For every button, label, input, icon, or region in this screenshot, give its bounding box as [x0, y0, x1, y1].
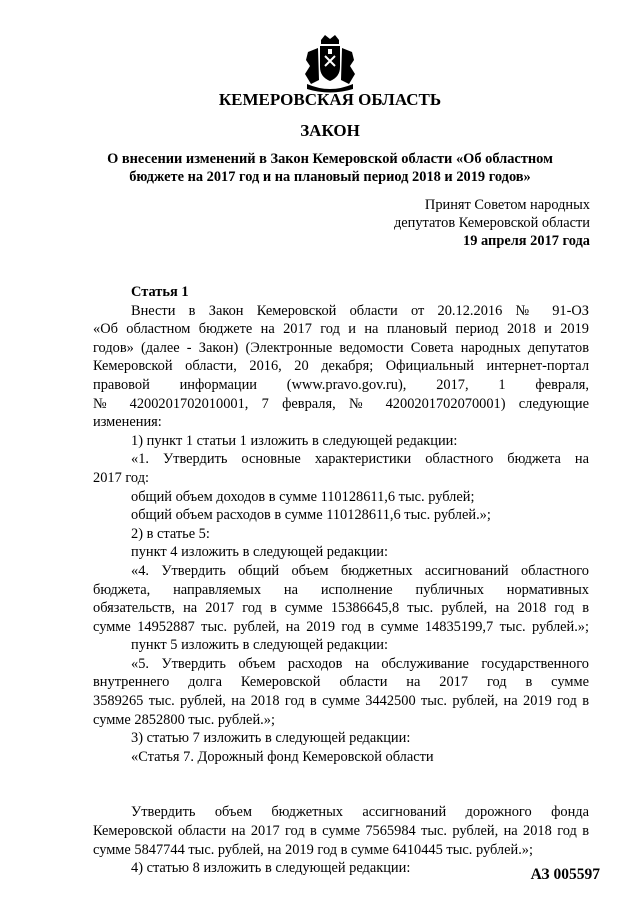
adoption-line: Принят Советом народных: [424, 197, 590, 213]
quote-line: обязательств, на 2017 год в сумме 15386645,8 тыс. рублей, на 2018 год в: [93, 600, 589, 617]
quote-line: «1. Утвердить основные характеристики областного бюджета на: [131, 451, 589, 468]
article-heading: Статья 1: [131, 284, 189, 300]
quote-line: «5. Утвердить объем расходов на обслуживание государственного: [131, 655, 589, 672]
paragraph-line: Внести в Закон Кемеровской области от 20.12.2016 № 91-ОЗ: [131, 302, 589, 319]
blank-spacer: [93, 766, 589, 803]
quote-line: «4. Утвердить общий объем бюджетных ассигнований областного: [131, 562, 589, 579]
serial-number-stamp: АЗ 005597: [530, 866, 600, 883]
quote-line: 2017 год:: [93, 469, 150, 486]
article7-heading: «Статья 7. Дорожный фонд Кемеровской области: [131, 748, 434, 765]
coat-of-arms-emblem: [299, 34, 361, 96]
quote-line: внутреннего долга Кемеровской области на 2017 год в сумме: [93, 674, 589, 691]
quote-line: бюджета, направляемых на исполнение публичных нормативных: [93, 581, 589, 598]
region-heading: КЕМЕРОВСКАЯ ОБЛАСТЬ: [218, 90, 442, 109]
sub-item: пункт 5 изложить в следующей редакции:: [131, 637, 388, 654]
fund-line: сумме 5847744 тыс. рублей, на 2019 год в сумме 6410445 тыс. рублей.»;: [93, 841, 533, 858]
quote-line: 3589265 тыс. рублей, на 2018 год в сумме 3442500 тыс. рублей, на 2019 год в: [93, 693, 589, 710]
paragraph-line: № 4200201702010001, 7 февраля, № 4200201702070001) следующие: [93, 395, 589, 412]
amendment-item: 4) статью 8 изложить в следующей редакции:: [131, 860, 411, 877]
paragraph-line: правовой информации (www.pravo.gov.ru), 2017, 1 февраля,: [93, 376, 589, 393]
quote-line: сумме 14952887 тыс. рублей, на 2019 год в сумме 14835199,7 тыс. рублей.»;: [93, 618, 589, 635]
income-line: общий объем доходов в сумме 110128611,6 тыс. рублей;: [131, 488, 475, 505]
adoption-date: 19 апреля 2017 года: [463, 233, 590, 249]
paragraph-line: Кемеровской области, 2016, 20 декабря; Официальный интернет-портал: [93, 358, 589, 375]
document-type-heading: ЗАКОН: [300, 121, 360, 140]
paragraph-line: годов» (далее - Закон) (Электронные ведомости Совета народных депутатов: [93, 339, 589, 356]
amendment-item: 1) пункт 1 статьи 1 изложить в следующей редакции:: [131, 432, 458, 449]
paragraph-line: «Об областном бюджете на 2017 год и на плановый период 2018 и 2019: [93, 321, 589, 338]
law-title-line: О внесении изменений в Закон Кемеровской области «Об областном: [107, 151, 553, 167]
amendment-item: 3) статью 7 изложить в следующей редакции:: [131, 730, 411, 747]
adoption-line: депутатов Кемеровской области: [393, 215, 590, 231]
paragraph-line: изменения:: [93, 414, 162, 431]
law-title: [90, 150, 570, 186]
adoption-note: [394, 196, 590, 250]
law-title-line: бюджете на 2017 год и на плановый период 2018 и 2019 годов»: [129, 169, 531, 185]
law-body: [93, 283, 589, 878]
fund-line: Утвердить объем бюджетных ассигнований дорожного фонда: [131, 804, 589, 821]
fund-line: Кемеровской области на 2017 год в сумме 7565984 тыс. рублей, на 2018 год в: [93, 823, 589, 840]
quote-line: сумме 2852800 тыс. рублей.»;: [93, 711, 275, 728]
amendment-item: 2) в статье 5:: [131, 525, 210, 542]
expenses-line: общий объем расходов в сумме 110128611,6 тыс. рублей.»;: [131, 507, 491, 524]
sub-item: пункт 4 изложить в следующей редакции:: [131, 544, 388, 561]
